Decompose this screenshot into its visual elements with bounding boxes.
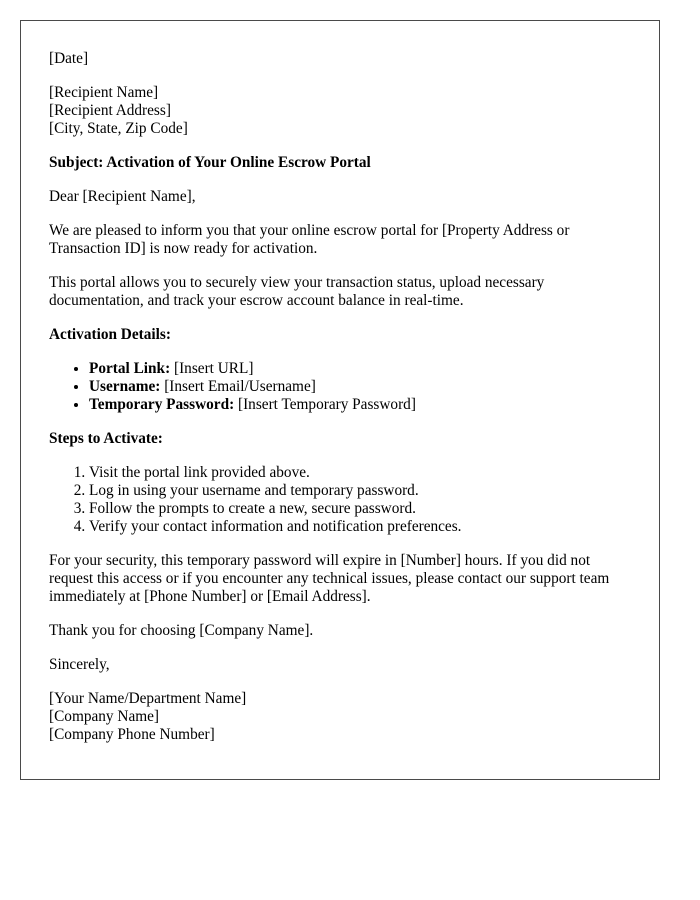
step-item: 1. Visit the portal link provided above. xyxy=(89,464,631,482)
detail-value: [Insert URL] xyxy=(170,360,254,377)
closing: Sincerely, xyxy=(49,656,110,673)
detail-label: Username: xyxy=(89,378,161,395)
detail-item-portal-link xyxy=(89,360,631,378)
portal-description-paragraph: This portal allows you to securely view your transaction status, upload necessary documentation, and track your escrow account balance in real-time. xyxy=(49,274,545,309)
step-item: 2. Log in using your username and temporary password. xyxy=(89,482,631,500)
recipient-address: [Recipient Address] xyxy=(49,102,171,119)
activation-details-heading: Activation Details: xyxy=(49,326,171,343)
security-note-paragraph: For your security, this temporary password will expire in [Number] hours. If you did not request this access or if you encounter any technical issues, please contact our support team immediately at [Phone Number] or [Email Address]. xyxy=(49,552,610,605)
thanks-paragraph: Thank you for choosing [Company Name]. xyxy=(49,622,314,639)
detail-label: Portal Link: xyxy=(89,360,171,377)
signature-block xyxy=(49,690,631,744)
steps-list xyxy=(49,464,631,536)
detail-item-temporary-password xyxy=(89,396,631,414)
letter-subject: Subject: Activation of Your Online Escrow Portal xyxy=(49,154,371,171)
activation-details-list xyxy=(49,360,631,414)
intro-paragraph: We are pleased to inform you that your online escrow portal for [Property Address or Transaction ID] is now ready for activation. xyxy=(49,222,570,257)
recipient-block xyxy=(49,84,631,138)
signature-company: [Company Name] xyxy=(49,708,160,725)
signature-phone: [Company Phone Number] xyxy=(49,726,215,743)
detail-label: Temporary Password: xyxy=(89,396,235,413)
detail-value: [Insert Email/Username] xyxy=(160,378,316,395)
recipient-name: [Recipient Name] xyxy=(49,84,159,101)
detail-item-username xyxy=(89,378,631,396)
steps-heading: Steps to Activate: xyxy=(49,430,163,447)
date-text: [Date] xyxy=(49,50,89,67)
salutation: Dear [Recipient Name], xyxy=(49,188,196,205)
step-item: 3. Follow the prompts to create a new, secure password. xyxy=(89,500,631,518)
recipient-city-state-zip: [City, State, Zip Code] xyxy=(49,120,188,137)
letter-document xyxy=(20,20,660,780)
step-item: 4. Verify your contact information and notification preferences. xyxy=(89,518,631,536)
letter-date xyxy=(49,50,631,68)
signature-name-department: [Your Name/Department Name] xyxy=(49,690,247,707)
detail-value: [Insert Temporary Password] xyxy=(234,396,416,413)
